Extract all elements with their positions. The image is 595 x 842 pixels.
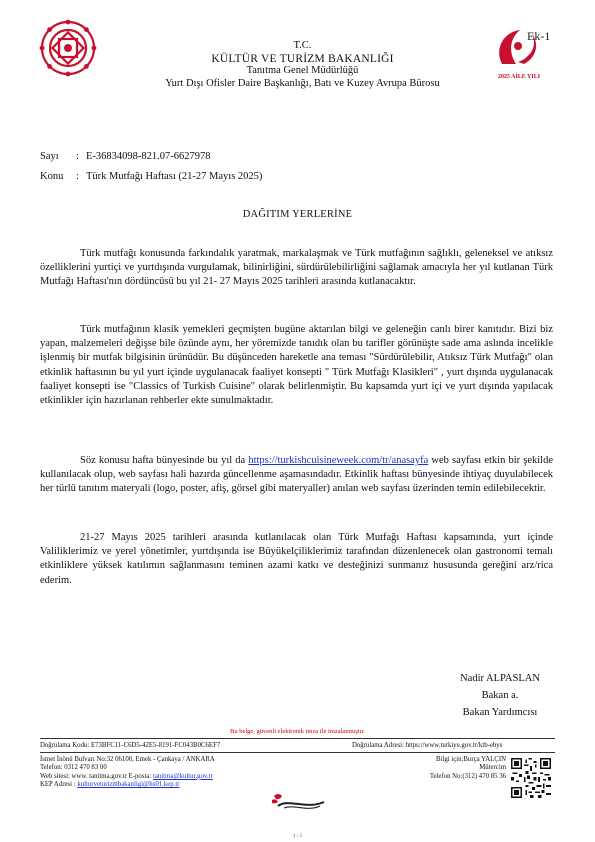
signature-block <box>420 670 580 721</box>
paragraph-3-text <box>40 454 553 497</box>
info-contact <box>382 756 506 781</box>
sayi-colon: : <box>76 151 79 162</box>
email-link[interactable]: tanitma@kultur.gov.tr <box>152 772 213 780</box>
info-person: Bilgi için:Burça YALÇIN <box>436 756 506 763</box>
kep-link[interactable]: kulturveturizmbakanligi@hs01.kep.tr <box>77 781 180 789</box>
turkiye-brand-logo-icon <box>268 790 328 814</box>
paragraph-1-text: Türk mutfağı konusunda farkındalık yaratmak, markalaşmak ve Türk mutfağının sağlıklı, geleneksel ve atıksız özelliklerini yurtiçi ve yurtdışında vurgulamak, bilinirliğini, sürdürülebilirliğini sağlamak amacıyla her yıl kutlanan Türk Mutfağı Haftası'nın dördüncüsü bu yıl 21- 27 Mayıs 2025 tarihleri arasında kutlanacaktır. <box>40 248 553 288</box>
verification-code: Doğrulama Kodu: E73BFC11-C6D5-42E5-8191-FC043B0C6EF7 <box>40 742 221 749</box>
kep-row <box>40 781 215 789</box>
konu-label: Konu <box>40 171 64 182</box>
office-name: Yurt Dışı Ofisler Daire Başkanlığı, Batı ve Kuzey Avrupa Bürosu <box>165 77 440 89</box>
sayi-label: Sayı <box>40 151 59 162</box>
signer-title: Bakan Yardımcısı <box>462 707 538 718</box>
family-year-text: 2025 AİLE YILI <box>497 74 541 80</box>
footer-contact <box>40 756 215 790</box>
annex-label: Ek-1 <box>527 29 551 43</box>
info-title: Mütercim <box>479 764 506 772</box>
footer-divider-bottom <box>40 752 555 753</box>
paragraph-4 <box>40 531 553 588</box>
qr-code-icon <box>511 758 551 798</box>
directorate-name: Tanıtma Genel Müdürlüğü <box>246 65 359 77</box>
paragraph-3-before: Söz konusu hafta bünyesinde bu yıl da <box>80 455 249 466</box>
page-number: 1 / 3 <box>293 834 302 839</box>
paragraph-2 <box>40 323 553 408</box>
konu-colon: : <box>76 171 79 182</box>
signer-name: Nadir ALPASLAN <box>460 673 540 684</box>
cuisine-week-link[interactable]: https://turkishcuisineweek.com/tr/anasayfa <box>248 455 429 466</box>
footer-divider-top <box>40 738 555 739</box>
ministry-name: KÜLTÜR VE TURİZM BAKANLIĞI <box>211 52 394 65</box>
sayi-value: E-36834098-821.07-6627978 <box>86 151 211 162</box>
ministry-emblem-icon <box>38 18 98 78</box>
office-phone: Telefon: 0312 470 83 00 <box>40 764 107 772</box>
info-phone: Telefon No:(312) 470 85 36 <box>429 772 506 780</box>
verification-address: Doğrulama Adresi: https://www.turkiye.gov.tr/ktb-ebys <box>352 742 503 749</box>
letterhead <box>100 40 505 90</box>
kep-label: KEP Adresi : <box>40 781 78 789</box>
paragraph-1 <box>40 247 553 290</box>
website-email-row <box>40 773 215 781</box>
paragraph-4-text: 21-27 Mayıs 2025 tarihleri arasında kutlanılacak olan Türk Mutfağı Haftası kapsamında, yurt içinde Valiliklerimiz ve yerel yönetimler, yurtdışında ise Büyükelçiliklerimiz tarafından düzenlenecek olan gastronomi temalı etkinliklere yüksek katılımın sağlanmasını teminen azami katkı ve desteğinizi sunmanız hususunda gereğini arz/rica ederim. <box>40 532 553 586</box>
sayi-row <box>40 151 211 162</box>
paragraph-2-text: Türk mutfağının klasik yemekleri geçmişten bugüne aktarılan bilgi ve geleneğin canlı birer kanıtıdır. Bizi biz yapan, malzemeleri değişse bile özünde aynı, her yöremizde tanıdık olan bu tarifler görünüşte sade ama aslında incelikle işlenmiş bir mutfak bilgisinin ürünüdür. Bu düşünceden hareketle ana teması "Sürdürülebilir, Atıksız Türk Mutfağı" olan etkinlik haftasının bu yıl yurt içinde uygulanacak faaliyet konsepti " Türk Mutfağı Klasikleri" , yurt dışında uygulanacak faaliyet konsepti ise "Classics of Turkish Cuisine" olarak belirlenmiştir. Bu kapsamda yurt içi ve yurt dışında yapılacak etkinlikler için hazırlanan rehberler ekte sunulmaktadır. <box>40 324 553 407</box>
paragraph-3 <box>40 454 553 497</box>
tc-label: T.C. <box>293 40 312 51</box>
office-address: İsmet İnönü Bulvarı No:32 06100, Emek - Çankaya / ANKARA <box>40 756 215 763</box>
esignature-notice: Bu belge, güvenli elektronik imza ile imzalanmıştır. <box>229 728 366 735</box>
konu-row <box>40 171 262 182</box>
signer-on-behalf: Bakan a. <box>481 690 519 701</box>
distribution-heading: DAĞITIM YERLERİNE <box>242 209 353 220</box>
website-label: Web sitesi: www. tanitma.gov.tr E-posta: <box>40 772 153 780</box>
paragraph-3-after: web sayfası etkin bir şekilde kullanılacak olup, web sayfası hali hazırda güncellenme aşamasındadır. Etkinlik haftası bünyesinde ihtiyaç duyulabilecek her türlü tanıtım materyali (logo, poster, afiş, görsel gibi materyaller) anılan web sayfası üzerinden temin edilebilecektir. <box>40 455 553 495</box>
konu-value: Türk Mutfağı Haftası (21-27 Mayıs 2025) <box>86 171 263 182</box>
